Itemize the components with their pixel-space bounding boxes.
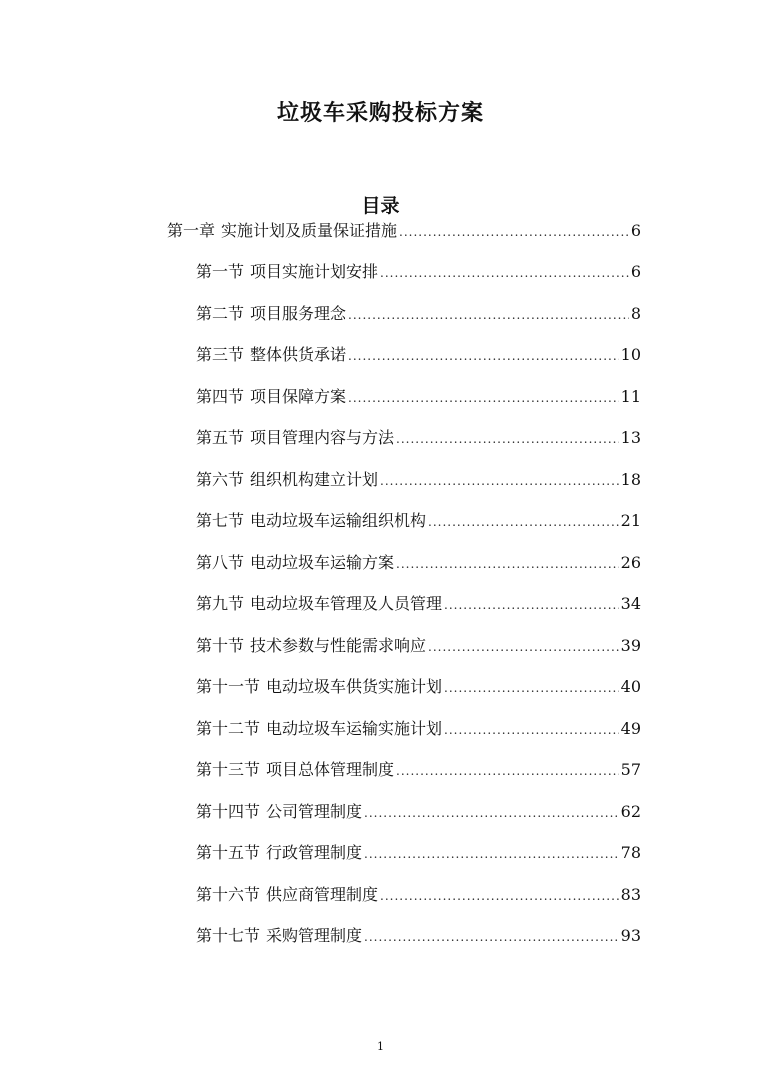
- toc-entry-label: [196, 759, 394, 781]
- toc-leader-dots: [348, 304, 629, 326]
- toc-section-10[interactable]: [196, 635, 641, 657]
- toc-entry-number: 第三节: [196, 345, 245, 364]
- toc-entry-number: 第十节: [196, 636, 245, 655]
- toc-section-2[interactable]: [196, 303, 641, 325]
- toc-entry-title: 实施计划及质量保证措施: [221, 221, 398, 240]
- toc-section-14[interactable]: [196, 801, 641, 823]
- toc-entry-page: 57: [620, 760, 641, 779]
- toc-entry-title: 供应商管理制度: [266, 885, 379, 904]
- page-number: 1: [377, 1040, 384, 1053]
- toc-entry-title: 组织机构建立计划: [250, 470, 379, 489]
- toc-leader-dots: [399, 221, 629, 243]
- toc-leader-dots: [444, 719, 619, 741]
- toc-entry-page: 40: [620, 677, 641, 696]
- toc-leader-dots: [396, 428, 619, 450]
- toc-entry-page: 62: [620, 802, 641, 821]
- toc-entry-label: [196, 469, 378, 491]
- toc-entry-label: [196, 842, 362, 864]
- toc-leader-dots: [444, 677, 619, 699]
- toc-entry-label: [196, 801, 362, 823]
- toc-entry-number: 第十二节: [196, 719, 261, 738]
- toc-entry-title: 技术参数与性能需求响应: [250, 636, 427, 655]
- toc-chapter-1[interactable]: [167, 220, 641, 242]
- toc-leader-dots: [364, 843, 619, 865]
- toc-entry-page: 78: [620, 843, 641, 862]
- document-title: 垃圾车采购投标方案: [276, 101, 484, 126]
- toc-entry-page: 6: [630, 262, 641, 281]
- toc-entry-title: 项目管理内容与方法: [250, 428, 395, 447]
- toc-section-16[interactable]: [196, 884, 641, 906]
- toc-entry-number: 第十五节: [196, 843, 261, 862]
- toc-entry-label: [196, 427, 394, 449]
- toc-leader-dots: [380, 470, 619, 492]
- toc-entry-number: 第五节: [196, 428, 245, 447]
- toc-entry-title: 整体供货承诺: [250, 345, 347, 364]
- toc-heading: 目录: [361, 195, 400, 217]
- toc-entry-label: [196, 718, 442, 740]
- toc-entry-number: 第十一节: [196, 677, 261, 696]
- toc-section-1[interactable]: [196, 261, 641, 283]
- toc-section-8[interactable]: [196, 552, 641, 574]
- toc-section-5[interactable]: [196, 427, 641, 449]
- toc-entry-number: 第六节: [196, 470, 245, 489]
- toc-entry-number: 第一章: [167, 221, 216, 240]
- toc-section-17[interactable]: [196, 925, 641, 947]
- toc-entry-label: [167, 220, 397, 242]
- toc-entry-title: 项目总体管理制度: [266, 760, 395, 779]
- toc-entry-number: 第十三节: [196, 760, 261, 779]
- toc-section-9[interactable]: [196, 593, 641, 615]
- toc-entry-label: [196, 303, 346, 325]
- toc-entry-title: 项目实施计划安排: [250, 262, 379, 281]
- toc-entry-label: [196, 676, 442, 698]
- toc-entry-page: 11: [620, 387, 641, 406]
- toc-entry-title: 电动垃圾车管理及人员管理: [250, 594, 443, 613]
- toc-entry-page: 6: [630, 221, 641, 240]
- toc-entry-number: 第四节: [196, 387, 245, 406]
- toc-entry-page: 93: [620, 926, 641, 945]
- toc-leader-dots: [364, 926, 619, 948]
- toc-entry-page: 83: [620, 885, 641, 904]
- toc-entry-label: [196, 925, 362, 947]
- toc-leader-dots: [444, 594, 619, 616]
- toc-section-15[interactable]: [196, 842, 641, 864]
- toc-entry-title: 电动垃圾车运输组织机构: [250, 511, 427, 530]
- toc-entry-title: 项目保障方案: [250, 387, 347, 406]
- toc-section-11[interactable]: [196, 676, 641, 698]
- toc-entry-number: 第十四节: [196, 802, 261, 821]
- toc-entry-title: 电动垃圾车供货实施计划: [266, 677, 443, 696]
- toc-entry-label: [196, 635, 426, 657]
- toc-leader-dots: [380, 262, 629, 284]
- toc-leader-dots: [428, 511, 619, 533]
- toc-section-7[interactable]: [196, 510, 641, 532]
- toc-entry-page: 13: [620, 428, 641, 447]
- toc-entry-label: [196, 552, 394, 574]
- toc-entry-page: 26: [620, 553, 641, 572]
- toc-entry-number: 第九节: [196, 594, 245, 613]
- toc-leader-dots: [380, 885, 619, 907]
- toc-entry-page: 8: [630, 304, 641, 323]
- toc-section-13[interactable]: [196, 759, 641, 781]
- toc-entry-label: [196, 510, 426, 532]
- toc-entry-label: [196, 386, 346, 408]
- toc-entry-title: 采购管理制度: [266, 926, 363, 945]
- toc-entry-page: 18: [620, 470, 641, 489]
- toc-section-6[interactable]: [196, 469, 641, 491]
- toc-entry-number: 第十六节: [196, 885, 261, 904]
- toc-section-4[interactable]: [196, 386, 641, 408]
- toc-entry-number: 第二节: [196, 304, 245, 323]
- toc-entry-label: [196, 344, 346, 366]
- toc-leader-dots: [348, 345, 619, 367]
- toc-leader-dots: [364, 802, 619, 824]
- toc-entry-page: 39: [620, 636, 641, 655]
- toc-entry-title: 行政管理制度: [266, 843, 363, 862]
- toc-leader-dots: [348, 387, 619, 409]
- toc-entry-page: 49: [620, 719, 641, 738]
- toc-entry-page: 34: [620, 594, 641, 613]
- toc-entry-label: [196, 261, 378, 283]
- toc-entry-page: 21: [620, 511, 641, 530]
- toc-entry-number: 第一节: [196, 262, 245, 281]
- toc-section-12[interactable]: [196, 718, 641, 740]
- toc-entry-number: 第八节: [196, 553, 245, 572]
- toc-leader-dots: [396, 760, 619, 782]
- toc-entry-label: [196, 593, 442, 615]
- toc-section-3[interactable]: [196, 344, 641, 366]
- toc-leader-dots: [428, 636, 619, 658]
- toc-entry-title: 项目服务理念: [250, 304, 347, 323]
- toc-leader-dots: [396, 553, 619, 575]
- toc-entry-page: 10: [620, 345, 641, 364]
- toc-entry-title: 公司管理制度: [266, 802, 363, 821]
- toc-entry-label: [196, 884, 378, 906]
- toc-entry-title: 电动垃圾车运输方案: [250, 553, 395, 572]
- toc-entry-number: 第七节: [196, 511, 245, 530]
- toc-entry-title: 电动垃圾车运输实施计划: [266, 719, 443, 738]
- toc-entry-number: 第十七节: [196, 926, 261, 945]
